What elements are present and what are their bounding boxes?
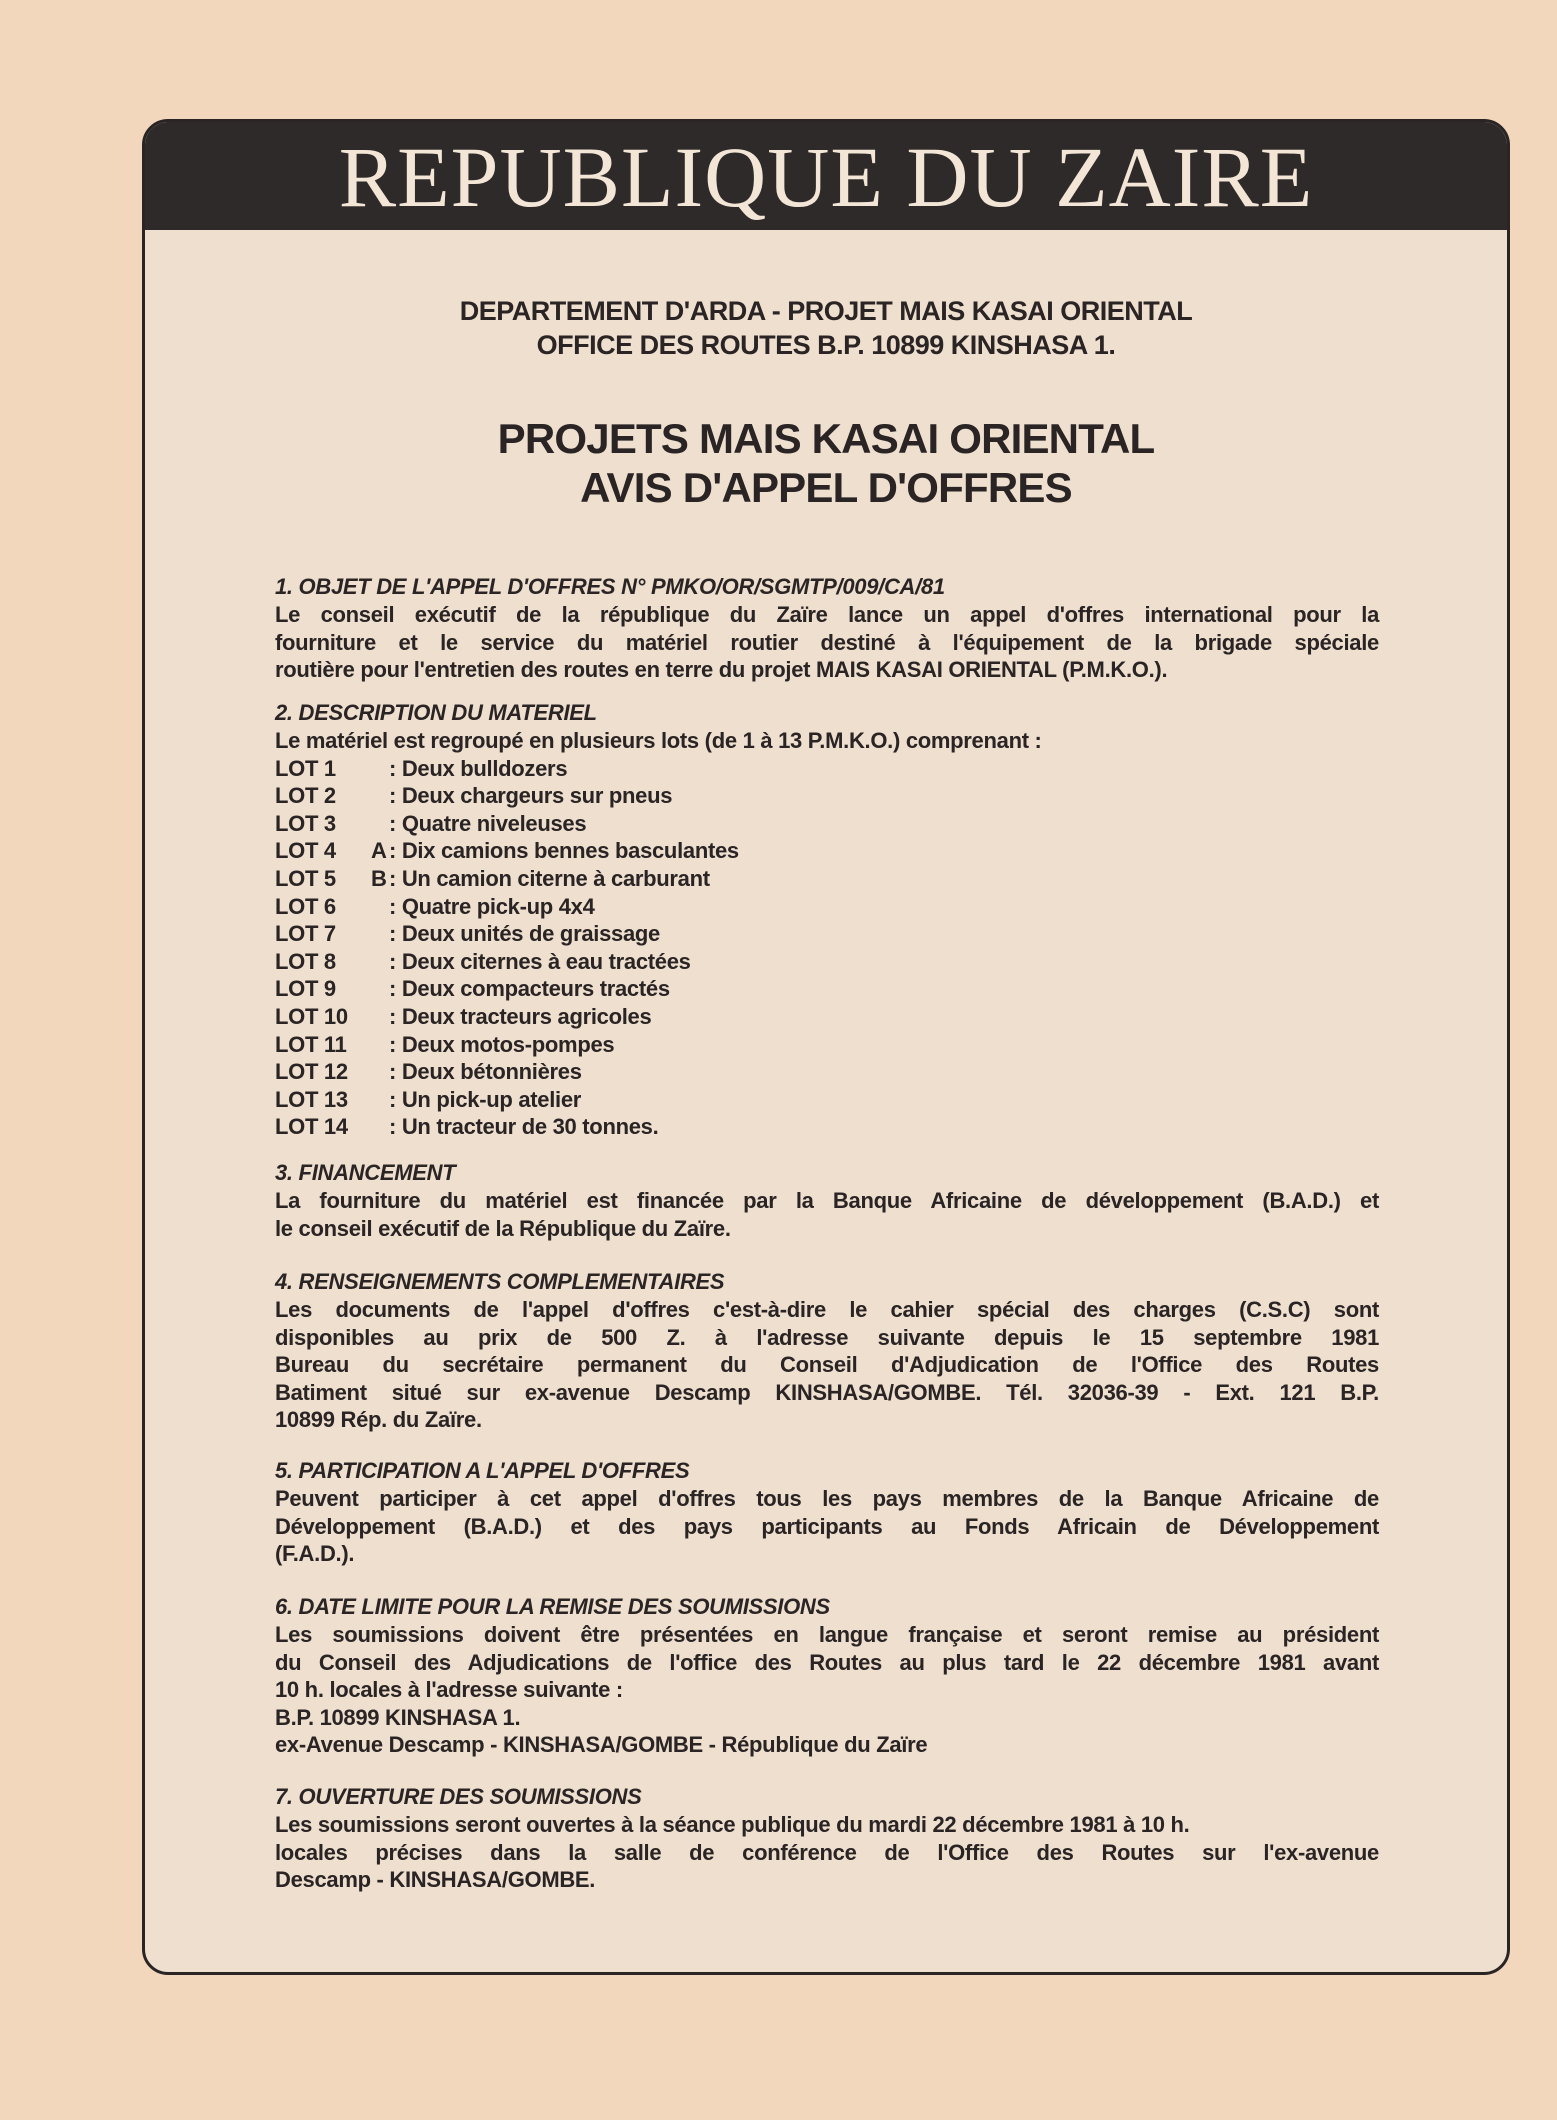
lot-number: LOT 4 bbox=[275, 838, 336, 864]
lot-row bbox=[275, 1086, 1379, 1114]
section-heading: 7. OUVERTURE DES SOUMISSIONS bbox=[275, 1784, 642, 1809]
body-line: Le matériel est regroupé en plusieurs lots (de 1 à 13 P.M.K.O.) comprenant : bbox=[275, 728, 1042, 753]
body-line: ex-Avenue Descamp - KINSHASA/GOMBE - République du Zaïre bbox=[275, 1732, 928, 1758]
section-heading: 5. PARTICIPATION A L'APPEL D'OFFRES bbox=[275, 1458, 690, 1483]
lot-item: : Un pick-up atelier bbox=[389, 1086, 582, 1112]
body-line: Les documents de l'appel d'offres c'est-à-dire le cahier spécial des charges (C.S.C) sont bbox=[275, 1297, 1379, 1322]
lot-row bbox=[275, 893, 1379, 921]
section-participation bbox=[275, 1457, 1379, 1568]
body-line: (F.A.D.). bbox=[275, 1541, 355, 1567]
body-line: B.P. 10899 KINSHASA 1. bbox=[275, 1704, 521, 1730]
lot-item: : Un tracteur de 30 tonnes. bbox=[389, 1114, 659, 1140]
lot-item: : Deux bulldozers bbox=[389, 755, 568, 781]
lot-item: : Deux bétonnières bbox=[389, 1059, 582, 1085]
lot-item: : Un camion citerne à carburant bbox=[389, 865, 710, 891]
lot-item: : Deux tracteurs agricoles bbox=[389, 1003, 652, 1029]
section-heading: 6. DATE LIMITE POUR LA REMISE DES SOUMISSIONS bbox=[275, 1594, 830, 1619]
lot-row bbox=[275, 1031, 1379, 1059]
title-banner bbox=[145, 122, 1507, 230]
lot-number: LOT 11 bbox=[275, 1031, 347, 1057]
lot-item: : Deux unités de graissage bbox=[389, 921, 660, 947]
lot-row bbox=[275, 1058, 1379, 1086]
lot-number: LOT 5 bbox=[275, 865, 336, 891]
body-line: Développement (B.A.D.) et des pays participants au Fonds Africain de Développement bbox=[275, 1513, 1379, 1539]
body-line: Peuvent participer à cet appel d'offres tous les pays membres de la Banque Africaine de bbox=[275, 1486, 1379, 1511]
body-line: Batiment situé sur ex-avenue Descamp KINSHASA/GOMBE. Tél. 32036-39 - Ext. 121 B.P. bbox=[275, 1379, 1379, 1405]
lot-item: : Dix camions bennes basculantes bbox=[389, 838, 739, 864]
section-heading: 4. RENSEIGNEMENTS COMPLEMENTAIRES bbox=[275, 1269, 725, 1294]
section-date-limite bbox=[275, 1593, 1379, 1759]
lot-item: : Quatre pick-up 4x4 bbox=[389, 893, 595, 919]
section-heading: 3. FINANCEMENT bbox=[275, 1160, 456, 1185]
section-objet bbox=[275, 573, 1379, 684]
section-renseignements bbox=[275, 1268, 1379, 1434]
lot-number: LOT 3 bbox=[275, 810, 336, 836]
lot-row bbox=[275, 1003, 1379, 1031]
lot-item: : Deux citernes à eau tractées bbox=[389, 948, 691, 974]
section-heading: 1. OBJET DE L'APPEL D'OFFRES N° PMKO/OR/SGMTP/009/CA/81 bbox=[275, 574, 945, 599]
body-line: disponibles au prix de 500 Z. à l'adresse suivante depuis le 15 septembre 1981 bbox=[275, 1324, 1379, 1350]
department-line: DEPARTEMENT D'ARDA - PROJET MAIS KASAI ORIENTAL bbox=[459, 296, 1193, 326]
lot-item: : Deux chargeurs sur pneus bbox=[389, 783, 673, 809]
lot-number: LOT 9 bbox=[275, 976, 336, 1002]
lot-row bbox=[275, 755, 1379, 783]
body-line: routière pour l'entretien des routes en terre du projet MAIS KASAI ORIENTAL (P.M.K.O.). bbox=[275, 657, 1168, 683]
lot-item: : Deux motos-pompes bbox=[389, 1031, 615, 1057]
lot-number: LOT 8 bbox=[275, 948, 336, 974]
lot-number: LOT 12 bbox=[275, 1059, 348, 1085]
lot-row bbox=[275, 810, 1379, 838]
body-line: 10899 Rép. du Zaïre. bbox=[275, 1407, 482, 1433]
body-line: du Conseil des Adjudications de l'office des Routes au plus tard le 22 décembre 1981 avant bbox=[275, 1649, 1379, 1675]
lot-number: LOT 7 bbox=[275, 921, 336, 947]
lot-row bbox=[275, 782, 1379, 810]
tender-notice-box bbox=[142, 119, 1510, 1975]
lot-item: : Deux compacteurs tractés bbox=[389, 976, 670, 1002]
body-line: fourniture et le service du matériel routier destiné à l'équipement de la brigade spéciale bbox=[275, 629, 1379, 655]
body-line: Bureau du secrétaire permanent du Conseil d'Adjudication de l'Office des Routes bbox=[275, 1352, 1379, 1378]
notice-title: REPUBLIQUE DU ZAIRE bbox=[338, 129, 1314, 225]
office-line: OFFICE DES ROUTES B.P. 10899 KINSHASA 1. bbox=[536, 330, 1116, 360]
lot-suffix: A bbox=[371, 838, 387, 864]
body-line: Les soumissions doivent être présentées en langue française et seront remise au président bbox=[275, 1622, 1379, 1647]
lot-row bbox=[275, 948, 1379, 976]
section-heading: 2. DESCRIPTION DU MATERIEL bbox=[275, 700, 597, 725]
lot-item: : Quatre niveleuses bbox=[389, 810, 587, 836]
body-line: Le conseil exécutif de la république du Zaïre lance un appel d'offres international pour la bbox=[275, 602, 1379, 627]
section-description bbox=[275, 699, 1379, 1141]
lot-row bbox=[275, 865, 1379, 893]
lot-number: LOT 2 bbox=[275, 783, 336, 809]
body-line: Les soumissions seront ouvertes à la séance publique du mardi 22 décembre 1981 à 10 h. bbox=[275, 1812, 1190, 1837]
body-line: Descamp - KINSHASA/GOMBE. bbox=[275, 1867, 596, 1893]
lot-row bbox=[275, 837, 1379, 865]
lot-number: LOT 1 bbox=[275, 755, 336, 781]
lot-row bbox=[275, 1113, 1379, 1141]
lot-suffix: B bbox=[371, 865, 387, 891]
lot-row bbox=[275, 920, 1379, 948]
headline-project: PROJETS MAIS KASAI ORIENTAL bbox=[497, 415, 1155, 462]
lot-number: LOT 13 bbox=[275, 1086, 348, 1112]
lot-number: LOT 6 bbox=[275, 893, 336, 919]
section-ouverture bbox=[275, 1783, 1379, 1894]
body-line: 10 h. locales à l'adresse suivante : bbox=[275, 1677, 623, 1703]
lot-number: LOT 14 bbox=[275, 1114, 348, 1140]
headline-notice: AVIS D'APPEL D'OFFRES bbox=[580, 464, 1072, 511]
body-line: le conseil exécutif de la République du Zaïre. bbox=[275, 1215, 731, 1241]
section-financement bbox=[275, 1159, 1379, 1242]
body-line: locales précises dans la salle de conférence de l'Office des Routes sur l'ex-avenue bbox=[275, 1839, 1379, 1865]
body-line: La fourniture du matériel est financée par la Banque Africaine de développement (B.A.D.) et bbox=[275, 1188, 1379, 1213]
lot-number: LOT 10 bbox=[275, 1003, 348, 1029]
lot-row bbox=[275, 975, 1379, 1003]
